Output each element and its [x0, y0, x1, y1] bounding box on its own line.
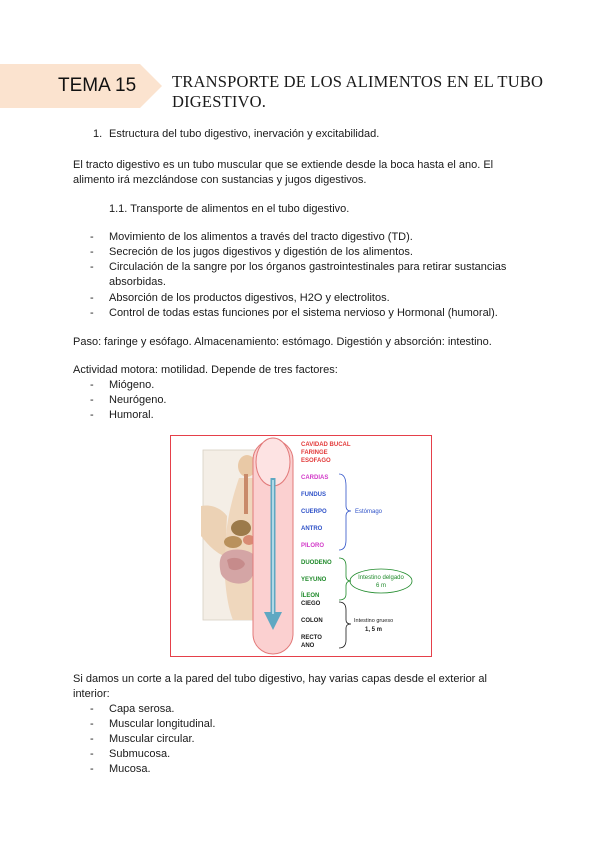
list-item: Muscular circular. [109, 733, 195, 745]
label-piloro: PILORO [301, 543, 325, 549]
list-bullet: - [90, 394, 94, 406]
list-item: Secreción de los jugos digestivos y digestión de los alimentos. [109, 246, 413, 258]
label-cardias: CARDIAS [301, 475, 329, 481]
label-duodeno: DUODENO [301, 560, 332, 566]
list-bullet: - [90, 231, 94, 243]
label-ano: ANO [301, 643, 315, 649]
label-int-delgado-2: 6 m [375, 583, 387, 589]
list-bullet: - [90, 379, 94, 391]
label-cuerpo: CUERPO [301, 509, 327, 515]
label-colon: COLON [301, 618, 323, 624]
list-bullet: - [90, 246, 94, 258]
tema-tab-arrow [140, 64, 162, 108]
capas-line-2: interior: [73, 688, 110, 700]
capas-line-1: Si damos un corte a la pared del tubo digestivo, hay varias capas desde el exterior al [73, 673, 487, 685]
list-bullet: - [90, 718, 94, 730]
label-recto: RECTO [301, 635, 322, 641]
list-bullet: - [90, 733, 94, 745]
label-ciego: CIEGO [301, 601, 321, 607]
label-estomago: Estómago [355, 509, 383, 515]
actividad-line: Actividad motora: motilidad. Depende de tres factores: [73, 364, 338, 376]
list-item-continuation: absorbidas. [109, 276, 166, 288]
intestino-delgado-ellipse [350, 569, 412, 593]
region-brackets [339, 474, 351, 648]
intro-line-1: El tracto digestivo es un tubo muscular que se extiende desde la boca hasta el ano. El [73, 159, 494, 171]
label-int-delgado-1: Intestino delgado [358, 575, 404, 581]
list-item: Muscular longitudinal. [109, 718, 216, 730]
label-fundus: FUNDUS [301, 492, 326, 498]
list-bullet: - [90, 261, 94, 273]
list-bullet: - [90, 292, 94, 304]
list-item: Movimiento de los alimentos a través del tracto digestivo (TD). [109, 231, 413, 243]
digestive-diagram [171, 436, 431, 656]
list-item: Miógeno. [109, 379, 155, 391]
list-item: Neurógeno. [109, 394, 167, 406]
section-heading: Estructura del tubo digestivo, inervación y excitabilidad. [109, 128, 380, 140]
intro-line-2: alimento irá mezclándose con sustancias y jugos digestivos. [73, 174, 367, 186]
list-bullet: - [90, 703, 94, 715]
subsection-heading: 1.1. Transporte de alimentos en el tubo digestivo. [109, 203, 350, 215]
label-cavidad: CAVIDAD BUCAL [301, 442, 351, 448]
list-bullet: - [90, 307, 94, 319]
list-bullet: - [90, 748, 94, 760]
label-int-grueso-2: 1, 5 m [365, 627, 383, 633]
list-bullet: - [90, 763, 94, 775]
list-item: Capa serosa. [109, 703, 175, 715]
section-number: 1. [93, 128, 103, 140]
list-item: Mucosa. [109, 763, 151, 775]
list-item: Humoral. [109, 409, 154, 421]
list-item: Circulación de la sangre por los órganos gastrointestinales para retirar sustancias [109, 261, 507, 273]
list-item: Absorción de los productos digestivos, H2O y electrolitos. [109, 292, 390, 304]
list-item: Control de todas estas funciones por el sistema nervioso y Hormonal (humoral). [109, 307, 498, 319]
label-esofago: ESOFAGO [301, 458, 331, 464]
tube-diagram [253, 438, 293, 654]
paso-paragraph: Paso: faringe y esófago. Almacenamiento: estómago. Digestión y absorción: intestino. [73, 336, 492, 348]
label-yeyuno: YEYUNO [301, 577, 327, 583]
label-int-grueso-1: Intestino grueso [354, 618, 394, 624]
label-ileon: ÍLEON [301, 593, 320, 599]
label-faringe: FARINGE [301, 450, 328, 456]
digestive-tract-figure [170, 435, 432, 657]
label-antro: ANTRO [301, 526, 323, 532]
list-item: Submucosa. [109, 748, 171, 760]
list-bullet: - [90, 409, 94, 421]
tema-label: TEMA 15 [58, 75, 137, 96]
page-title: TRANSPORTE DE LOS ALIMENTOS EN EL TUBO DIGESTIVO. [172, 72, 544, 111]
